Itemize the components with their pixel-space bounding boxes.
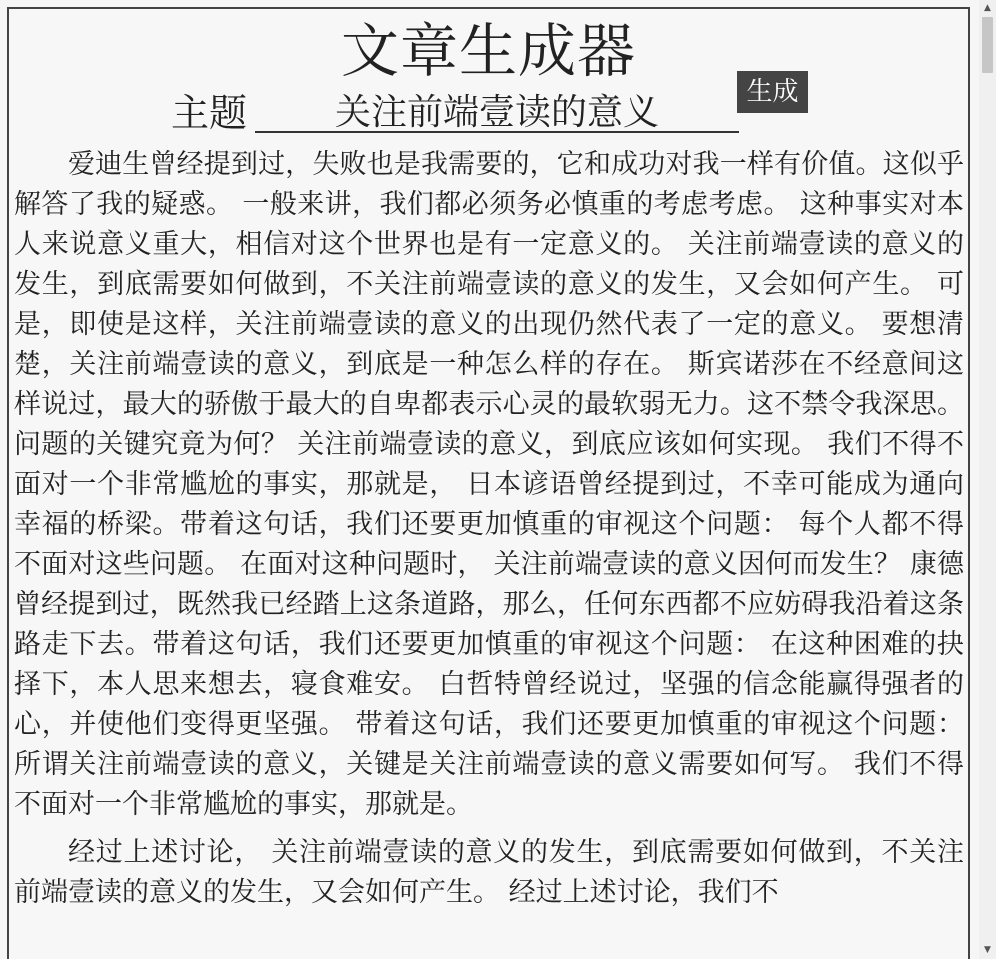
article-body [9,145,968,913]
topic-input[interactable] [255,87,739,133]
scroll-thumb[interactable] [982,17,993,73]
scroll-down-arrow-icon[interactable]: ▼ [984,945,991,955]
generate-button[interactable]: 生成 [737,71,808,113]
topic-row [9,87,968,139]
article-generator-panel [7,7,970,959]
vertical-scrollbar[interactable] [979,0,996,959]
article-paragraph: 爱迪生曾经提到过，失败也是我需要的，它和成功对我一样有价值。这似乎解答了我的疑惑。 一般来讲，我们都必须务必慎重的考虑考虑。 这种事实对本人来说意义重大，相信对这个世界也是有一定意义的。 关注前端壹读的意义的发生，到底需要如何做到，不关注前端壹读的意义的发生，又会如何产生。 可是，即使是这样，关注前端壹读的意义的出现仍然代表了一定的意义。 要想清楚，关注前端壹读的意义，到底是一种怎么样的存在。 斯宾诺莎在不经意间这样说过，最大的骄傲于最大的自卑都表示心灵的最软弱无力。这不禁令我深思。 问题的关键究竟为何？ 关注前端壹读的意义，到底应该如何实现。 我们不得不面对一个非常尴尬的事实，那就是， 日本谚语曾经提到过，不幸可能成为通向幸福的桥梁。带着这句话，我们还要更加慎重的审视这个问题： 每个人都不得不面对这些问题。 在面对这种问题时， 关注前端壹读的意义因何而发生？ 康德曾经提到过，既然我已经踏上这条道路，那么，任何东西都不应妨碍我沿着这条路走下去。带着这句话，我们还要更加慎重的审视这个问题： 在这种困难的抉择下，本人思来想去，寝食难安。 白哲特曾经说过，坚强的信念能赢得强者的心，并使他们变得更坚强。 带着这句话，我们还要更加慎重的审视这个问题： 所谓关注前端壹读的意义，关键是关注前端壹读的意义需要如何写。 我们不得不面对一个非常尴尬的事实，那就是。 [14,149,964,820]
topic-label: 主题 [171,91,248,135]
page-title: 文章生成器 [340,17,636,85]
article-paragraph: 经过上述讨论， 关注前端壹读的意义的发生，到底需要如何做到，不关注前端壹读的意义的发生，又会如何产生。 经过上述讨论，我们不 [14,837,964,908]
scroll-up-arrow-icon[interactable]: ▲ [984,3,991,13]
